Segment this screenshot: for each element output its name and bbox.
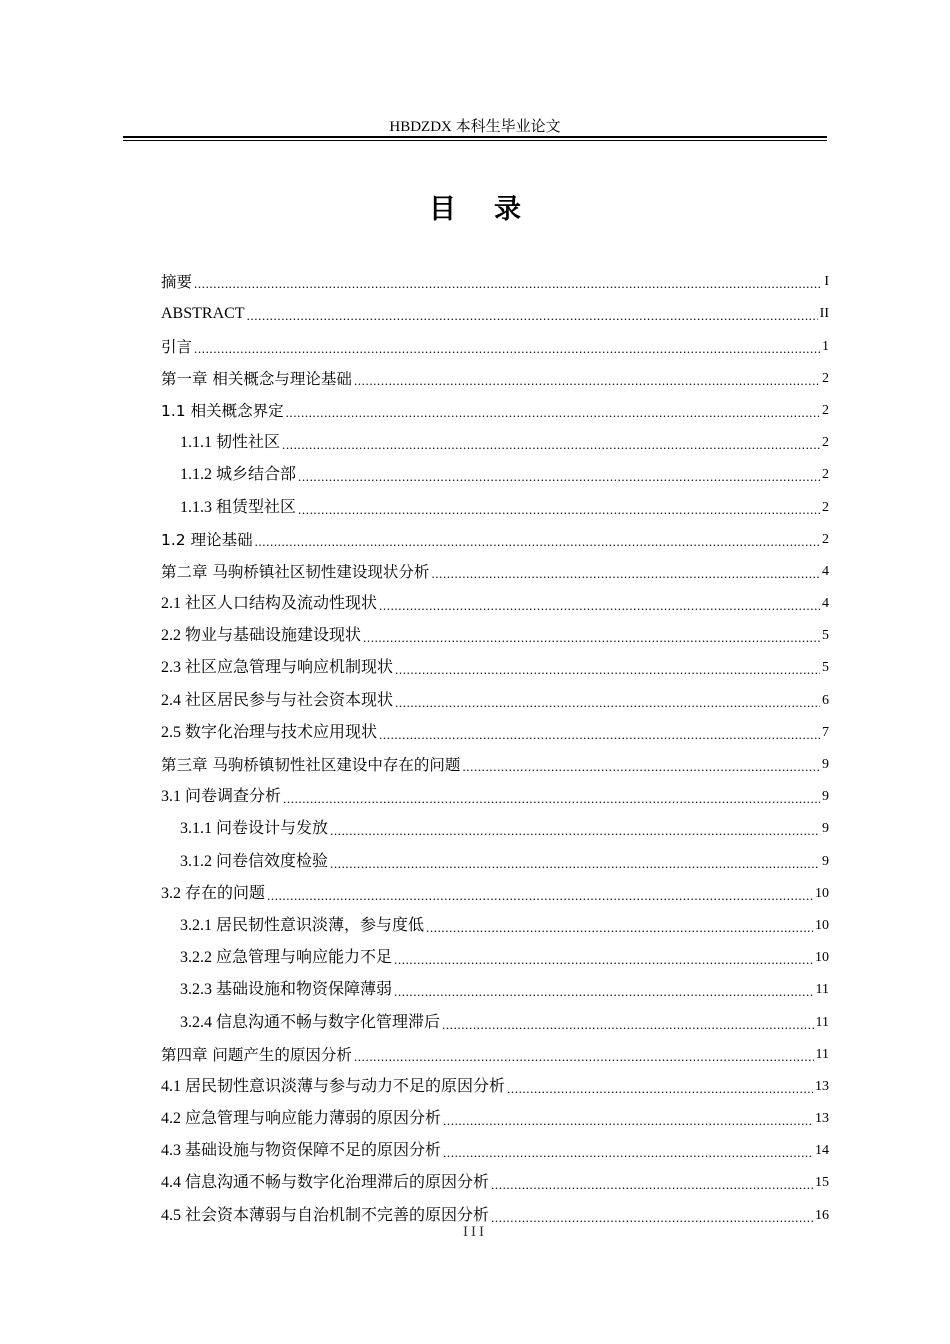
toc-leader-dots <box>394 984 814 1000</box>
toc-entry-page: 10 <box>815 917 829 933</box>
toc-entry-label: 引言 <box>161 337 193 356</box>
toc-leader-dots <box>330 823 820 839</box>
toc-entry[interactable] <box>161 296 829 328</box>
toc-entry[interactable] <box>161 1037 829 1069</box>
toc-entry-page: 5 <box>822 660 829 676</box>
toc-leader-dots <box>395 662 820 678</box>
toc-leader-dots <box>363 630 820 646</box>
toc-entry-label: 3.2.1 居民韧性意识淡薄，参与度低 <box>180 916 425 934</box>
toc-leader-dots <box>194 276 822 292</box>
toc-entry-label: ABSTRACT <box>161 305 245 323</box>
toc-leader-dots <box>194 341 820 357</box>
toc-leader-dots <box>267 888 813 904</box>
toc-leader-dots <box>379 727 820 743</box>
toc-leader-dots <box>330 856 820 872</box>
toc-entry-label: 3.1 问卷调查分析 <box>161 788 282 806</box>
toc-entry[interactable] <box>161 908 829 940</box>
toc-entry[interactable] <box>161 586 829 618</box>
toc-entry-page: 10 <box>815 950 829 966</box>
toc-leader-dots <box>462 759 820 775</box>
toc-leader-dots <box>426 920 813 936</box>
toc-entry-page: 9 <box>822 757 829 772</box>
toc-entry-label: 摘要 <box>161 273 193 292</box>
toc-entry-page: 9 <box>822 821 829 837</box>
toc-entry-page: 9 <box>822 853 829 869</box>
toc-entry-page: I <box>824 274 829 290</box>
page-title: 目录 <box>429 194 559 225</box>
toc-entry-label: 1.1.3 租赁型社区 <box>180 498 297 516</box>
toc-entry-label: 第三章 马驹桥镇韧性社区建设中存在的问题 <box>161 756 461 774</box>
toc-entry-page: 15 <box>815 1175 829 1191</box>
toc-entry[interactable] <box>161 1004 829 1036</box>
toc-leader-dots <box>298 469 820 485</box>
toc-entry[interactable] <box>161 811 829 843</box>
toc-entry-label: 1.2 理论基础 <box>161 530 253 549</box>
toc-leader-dots <box>443 1113 813 1129</box>
toc-entry[interactable] <box>161 618 829 650</box>
toc-entry-label: 4.3 基础设施与物资保障不足的原因分析 <box>161 1142 442 1160</box>
toc-entry-label: 第四章 问题产生的原因分析 <box>161 1045 352 1064</box>
toc-entry[interactable] <box>161 972 829 1004</box>
toc-leader-dots <box>255 534 820 550</box>
toc-entry-page: 2 <box>822 370 829 386</box>
toc-entry-page: 10 <box>815 885 829 901</box>
toc-entry-page: 1 <box>822 338 829 354</box>
toc-entry-label: 4.5 社会资本薄弱与自治机制不完善的原因分析 <box>161 1206 490 1224</box>
toc-leader-dots <box>298 502 820 518</box>
toc-entry[interactable] <box>161 361 829 393</box>
toc-leader-dots <box>394 952 813 968</box>
toc-leader-dots <box>354 1049 814 1065</box>
toc-entry-label: 2.1 社区人口结构及流动性现状 <box>161 595 378 613</box>
toc-entry-page: 2 <box>822 402 829 418</box>
toc-entry-label: 4.1 居民韧性意识淡薄与参与动力不足的原因分析 <box>161 1077 506 1095</box>
toc-entry-page: 2 <box>822 467 829 483</box>
toc-leader-dots <box>247 308 818 324</box>
toc-leader-dots <box>283 791 820 807</box>
toc-entry-page: 7 <box>822 724 829 740</box>
toc-entry-page: 16 <box>815 1207 829 1223</box>
toc-entry-label: 3.2.3 基础设施和物资保障薄弱 <box>180 981 393 999</box>
toc-entry[interactable] <box>161 682 829 714</box>
header-rule <box>123 136 827 138</box>
toc-entry[interactable] <box>161 522 829 554</box>
toc-entry-page: 13 <box>815 1111 829 1127</box>
toc-entry-page: 2 <box>822 499 829 515</box>
toc-entry[interactable] <box>161 843 829 875</box>
toc-entry-label: 3.2.4 信息沟通不畅与数字化管理滞后 <box>180 1013 441 1031</box>
toc-leader-dots <box>491 1177 813 1193</box>
toc-entry-label: 第二章 马驹桥镇社区韧性建设现状分析 <box>161 562 430 581</box>
toc-entry[interactable] <box>161 876 829 908</box>
toc-entry[interactable] <box>161 779 829 811</box>
page-number: III <box>463 1224 487 1240</box>
toc-entry-page: 4 <box>822 596 829 612</box>
toc-leader-dots <box>282 437 820 453</box>
toc-entry-label: 4.2 应急管理与响应能力薄弱的原因分析 <box>161 1110 442 1128</box>
toc-entry-page: 11 <box>815 1014 829 1030</box>
toc-leader-dots <box>507 1081 813 1097</box>
toc-entry[interactable] <box>161 264 829 296</box>
toc-entry[interactable] <box>161 489 829 521</box>
toc-leader-dots <box>443 1145 813 1161</box>
toc-entry-label: 2.2 物业与基础设施建设现状 <box>161 627 362 645</box>
toc-entry-page: 2 <box>822 531 829 547</box>
toc-entry[interactable] <box>161 1165 829 1197</box>
toc-entry-label: 3.2 存在的问题 <box>161 884 266 902</box>
table-of-contents <box>161 264 829 1230</box>
toc-entry-label: 3.1.1 问卷设计与发放 <box>180 820 329 838</box>
toc-leader-dots <box>379 598 820 614</box>
toc-entry[interactable] <box>161 425 829 457</box>
toc-entry-page: II <box>819 306 829 322</box>
toc-entry-label: 3.2.2 应急管理与响应能力不足 <box>180 949 393 967</box>
toc-entry-label: 1.1.1 韧性社区 <box>180 434 281 452</box>
toc-entry[interactable] <box>161 1069 829 1101</box>
toc-entry-label: 2.3 社区应急管理与响应机制现状 <box>161 659 394 677</box>
toc-entry[interactable] <box>161 1133 829 1165</box>
running-header: HBDZDX 本科生毕业论文 <box>389 119 561 135</box>
toc-entry[interactable] <box>161 554 829 586</box>
toc-entry-page: 11 <box>815 1046 829 1062</box>
toc-entry-page: 5 <box>822 628 829 644</box>
toc-entry-label: 1.1 相关概念界定 <box>161 401 284 420</box>
toc-leader-dots <box>395 695 820 711</box>
toc-entry-label: 3.1.2 问卷信效度检验 <box>180 852 329 870</box>
header-rule-thin <box>123 140 827 141</box>
toc-entry-page: 2 <box>822 435 829 451</box>
toc-entry-page: 11 <box>815 982 829 998</box>
toc-entry[interactable] <box>161 1101 829 1133</box>
toc-leader-dots <box>431 566 820 582</box>
toc-entry-page: 4 <box>822 563 829 579</box>
toc-entry-page: 13 <box>815 1078 829 1094</box>
toc-entry[interactable] <box>161 393 829 425</box>
toc-entry[interactable] <box>161 940 829 972</box>
toc-entry-page: 6 <box>822 692 829 708</box>
toc-entry[interactable] <box>161 650 829 682</box>
toc-entry-page: 9 <box>822 789 829 805</box>
toc-entry[interactable] <box>161 328 829 360</box>
toc-entry-label: 2.5 数字化治理与技术应用现状 <box>161 723 378 741</box>
toc-entry[interactable] <box>161 747 829 779</box>
toc-entry-label: 2.4 社区居民参与与社会资本现状 <box>161 691 394 709</box>
toc-entry-label: 4.4 信息沟通不畅与数字化治理滞后的原因分析 <box>161 1174 490 1192</box>
toc-entry[interactable] <box>161 715 829 747</box>
toc-entry-label: 1.1.2 城乡结合部 <box>180 466 297 484</box>
toc-leader-dots <box>442 1017 814 1033</box>
toc-leader-dots <box>354 373 820 389</box>
toc-entry-label: 第一章 相关概念与理论基础 <box>161 369 352 388</box>
toc-leader-dots <box>286 405 820 421</box>
toc-entry[interactable] <box>161 457 829 489</box>
toc-entry-page: 14 <box>815 1143 829 1159</box>
